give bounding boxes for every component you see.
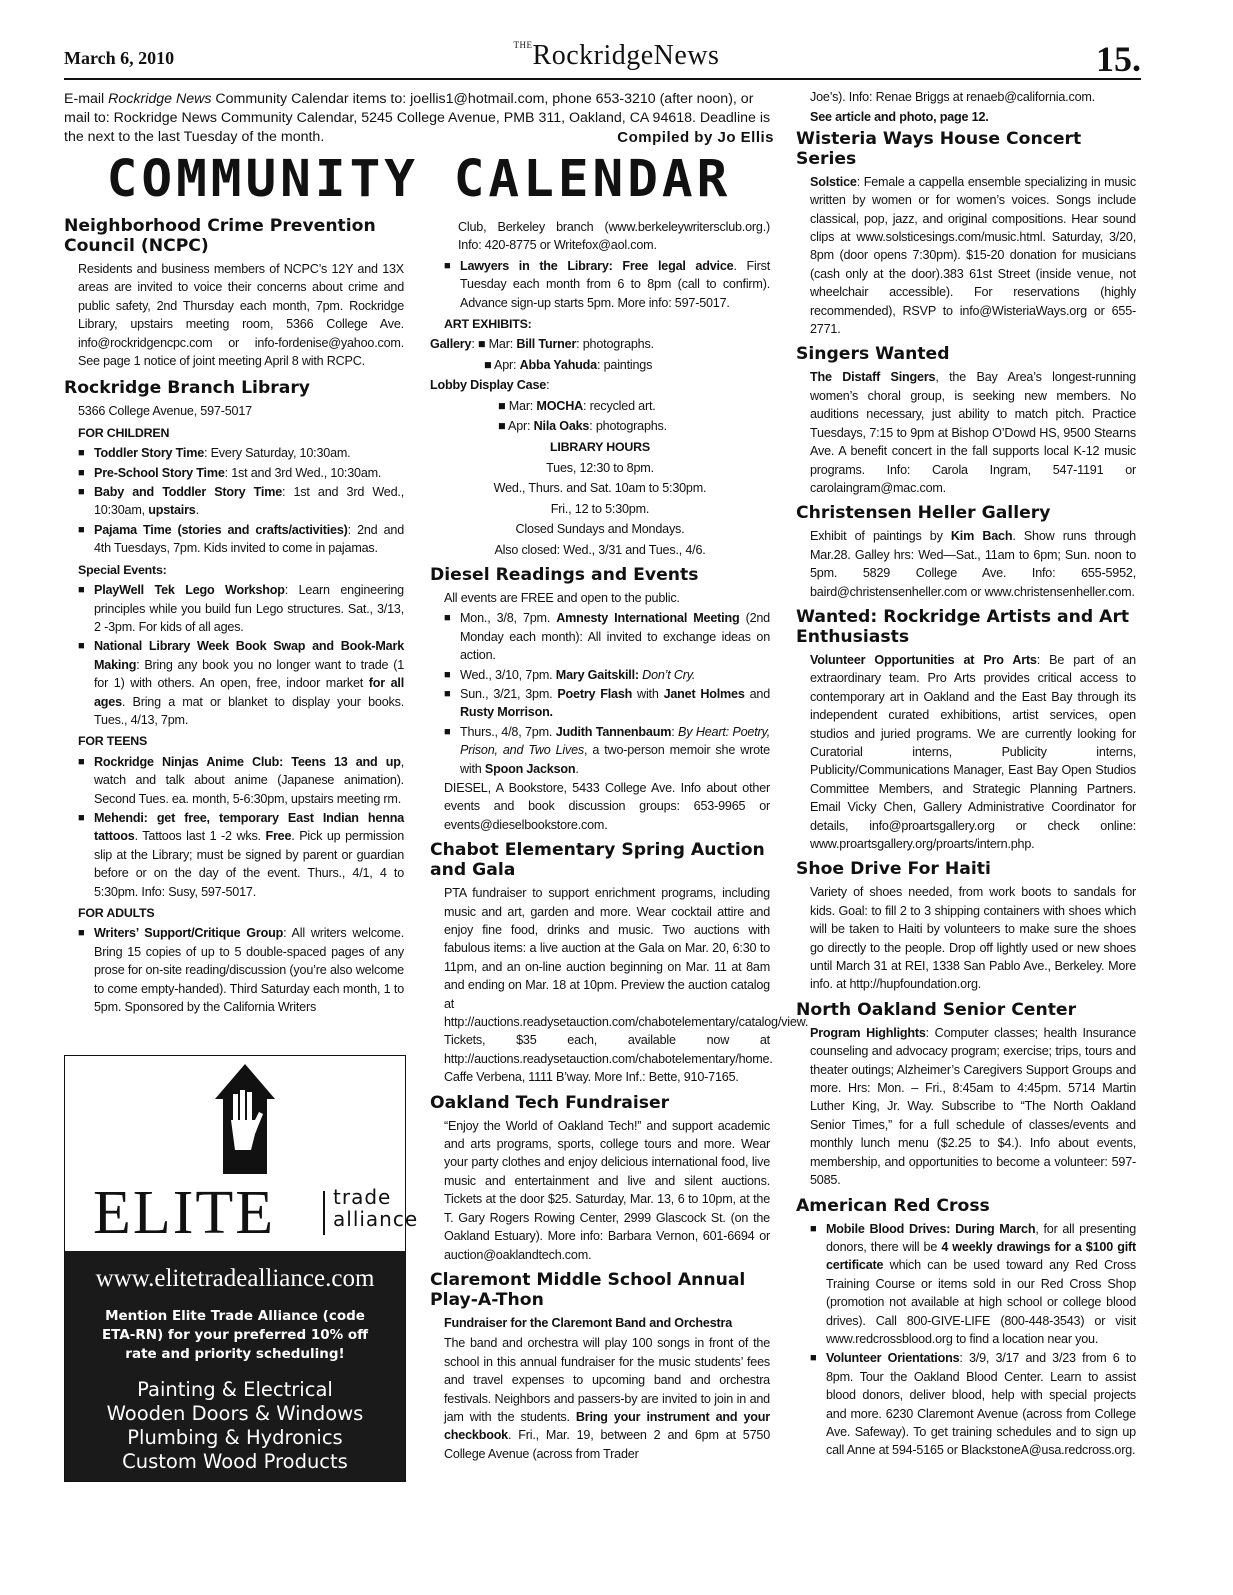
event-detail: .: [195, 503, 199, 518]
ad-brand-sub: [333, 1186, 418, 1230]
claremont-title: Claremont Middle School Annual Play-A-Thon: [430, 1269, 746, 1310]
list-item: [78, 483, 404, 520]
ncpc-body: Residents and business members of NCPC’s 12Y and 13X areas are invited to voice their concerns about crime and public safety, 2nd Thursday each month, 7pm. Rockridge Library, upstairs meeting room, 5366 College Ave. info@rockridgencpc.com or info-fordenise@yahoo.com. See page 1 notice of joint meeting April 8 with RCPC.: [78, 262, 404, 369]
oaktech-body: “Enjoy the World of Oakland Tech!” and support academic and arts programs, sports, college tours and more. Wear your party clothes and enjoy delicious international food, live music and entertainment and live and silent auctions. Tickets at the door $25. Saturday, Mar. 13, 6 to 10pm, at the T. Gary Rogers Rowing Center, 2999 Glascock St. (on the Oakland Estuary). More info: Barbara Vernon, 601-6694 or auction@oaklandtech.com.: [444, 1118, 770, 1262]
masthead-logo: [0, 40, 1233, 72]
house-hand-icon: [215, 1064, 275, 1174]
event-detail: , a two-person memoir she wrote with: [460, 743, 770, 776]
for-children-heading: FOR CHILDREN: [78, 425, 170, 440]
event-detail: . Tattoos last 1 -2 wks.: [134, 829, 266, 844]
event-name: Judith Tannenbaum: [555, 724, 672, 739]
event-name: PlayWell Tek Lego Workshop: [94, 583, 285, 598]
event-emphasis: 4 weekly drawings for a $100 gift certificate: [826, 1239, 1136, 1273]
page-number: 15.: [1096, 39, 1141, 79]
gallery-apr: ■ Apr: Abba Yahuda: paintings: [484, 357, 653, 372]
ad-service: Painting & Electrical: [137, 1378, 333, 1401]
month: Mar:: [488, 337, 517, 352]
heller-text: Exhibit of paintings by: [810, 529, 951, 544]
claremont-text-2: . Fri., Mar. 19, between 2 and 6pm at 5750 College Avenue (across from Trader: [444, 1428, 770, 1461]
art-exhibits-heading: ART EXHIBITS:: [444, 317, 532, 332]
writers-continued: Club, Berkeley branch (www.berkeleywritersclub.org.) Info: 420-8775 or Writefox@aol.com.: [458, 220, 770, 253]
month: Mar:: [508, 398, 537, 413]
event-name: Baby and Toddler Story Time: [94, 485, 282, 500]
event-detail: with: [632, 686, 664, 701]
lobby-mar: ■ Mar: MOCHA: recycled art.: [498, 398, 656, 413]
program-label: Program Highlights: [810, 1025, 926, 1040]
ad-offer: Mention Elite Trade Alliance (code ETA-RN) for your preferred 10% off rate and priority scheduling!: [101, 1308, 369, 1362]
opportunity: Volunteer Opportunities at Pro Arts: [810, 652, 1037, 667]
senior-text: : Computer classes; health Insurance counseling and advocacy program; exercise; trips, tours and theater outings; Alzheimer’s Caregivers Support Groups and more. Hrs: Mon. – Fri., 8:45am to 4:45pm. 5714 Martin Luther King, Jr. Way. Subscribe to “The North Oakland Senior Times,” for a full schedule of classes/events and monthly lunch menu ($2.25 to $4.). Info about events, membership, and opportunities to become a volunteer: 597- 5085.: [810, 1025, 1137, 1188]
claremont-subtitle: Fundraiser for the Claremont Band and Orchestra: [444, 1315, 733, 1330]
logo-text: RockridgeNews: [532, 40, 720, 71]
wisteria-body: [810, 173, 1136, 339]
ad-service: Custom Wood Products: [122, 1450, 348, 1473]
ncpc-title: Neighborhood Crime Prevention Council (NCPC): [64, 216, 376, 256]
event-detail: : Every Saturday, 10:30am.: [204, 446, 351, 461]
claremont-text: The band and orchestra will play 100 songs in front of the school in this annual fundraiser for the music students’ fees and travel expenses to upcoming band and orchestra festivals. Neighbors and passers-by are invited to join in and jam with the students.: [444, 1336, 770, 1424]
artist: Kim Bach: [950, 529, 1013, 544]
hours-line: Closed Sundays and Mondays.: [515, 522, 685, 537]
senior-title: North Oakland Senior Center: [796, 999, 1077, 1020]
event-detail: .: [575, 761, 579, 776]
ad-service: Wooden Doors & Windows: [106, 1402, 364, 1425]
gallery-label: Gallery: [430, 337, 472, 352]
list-item: [78, 521, 404, 558]
month: Apr:: [494, 357, 520, 372]
ad-divider: [323, 1191, 325, 1235]
event-name: Toddler Story Time: [94, 446, 204, 461]
event-detail: : All writers welcome. Bring 15 copies of up to 5 double-spaced pages of any prose for on-site reading/discussion (you’re also welcome to come empty-handed). Third Saturday each month, 1 to 5pm. Sponsored by the California Writers: [94, 926, 404, 1015]
event-detail: : Bring any book you no longer want to trade (1 for 1) with others. An open, free, indoor market: [94, 657, 404, 691]
special-events-heading: Special Events:: [78, 562, 167, 577]
event-name: Lawyers in the Library: Free legal advice: [460, 258, 734, 273]
book-title: Don’t Cry.: [638, 667, 696, 682]
for-teens-heading: FOR TEENS: [78, 734, 148, 749]
heller-title: Christensen Heller Gallery: [796, 503, 1051, 524]
shoes-body: Variety of shoes needed, from work boots to sandals for kids. Goal: to fill 2 to 3 shipping containers with shoes which will be taken to Haiti by volunteers to make sure the shoes go directly to the people. Drop off lightly used or new shoes until March 31 at REI, 1338 San Pablo Ave., Berkeley. More info. at http://hupfoundation.org.: [810, 885, 1136, 992]
list-item: [78, 464, 404, 482]
logo-the: THE: [513, 40, 533, 50]
event-detail: :: [671, 724, 679, 739]
singers-body: [810, 368, 1136, 497]
elite-trade-ad: [64, 1055, 419, 1482]
diesel-title: Diesel Readings and Events: [430, 564, 699, 585]
compiled-by: Compiled by Jo Ellis: [617, 129, 774, 146]
heller-body: [810, 527, 1136, 601]
event-detail: . Bring a mat or blanket to display your books. Tues., 4/13, 7pm.: [94, 694, 404, 727]
event-detail: , for all presenting donors, there will be: [826, 1221, 1136, 1254]
chabot-body: PTA fundraiser to support enrichment programs, including music and art, garden and more. Wear cocktail attire and enjoy fine food, drinks and music. Two auctions with fabulous items: a live auction at the Gala on Mar. 20, 6:30 to 11pm, and an on-line auction beginning on Mar. 11 at 8am and ending on Mar. 18 at 10pm. Preview the auction catalog at http://auctions.readysetauction.com/chabotelementary/catalog/view. Tickets, $35 each, available now at http://auctions.readysetauction.com/chabotelementary/home. Caffe Verbena, 1111 B’way. More Inf.: Bette, 910-7165.: [444, 886, 809, 1085]
list-item: [810, 1220, 1136, 1349]
intro-text: E-mail: [64, 91, 109, 107]
claremont-emphasis: Bring your instrument and your checkbook: [444, 1409, 770, 1443]
singers-title: Singers Wanted: [796, 344, 950, 365]
artist: MOCHA: [536, 398, 583, 413]
event-name: Janet Holmes: [663, 686, 745, 701]
event-detail: : 2nd and 4th Tuesdays, 7pm. Kids invited to come in pajamas.: [94, 522, 404, 556]
event-name: Rusty Morrison.: [460, 705, 553, 720]
event-name: Pre-School Story Time: [94, 465, 225, 480]
performer: Solstice: [810, 174, 857, 189]
lobby-label: Lobby Display Case: [430, 378, 547, 393]
group-name: The Distaff Singers: [810, 370, 936, 385]
hours-line: Wed., Thurs. and Sat. 10am to 5:30pm.: [493, 481, 707, 496]
medium: : photographs.: [576, 337, 654, 352]
senior-body: [810, 1024, 1136, 1190]
event-name: Mary Gaitskill:: [555, 667, 639, 682]
event-detail: and: [744, 686, 770, 701]
medium: : recycled art.: [582, 398, 656, 413]
hours-line: Also closed: Wed., 3/31 and Tues., 4/6.: [494, 542, 706, 557]
ad-url[interactable]: www.elitetradealliance.com: [95, 1265, 375, 1292]
book-title: By Heart: Poetry, Prison, and Two Lives: [460, 724, 770, 758]
event-name: Mehendi: get free, temporary East Indian henna tattoos: [94, 810, 404, 844]
issue-date: March 6, 2010: [64, 48, 175, 68]
event-detail: : 3/9, 3/17 and 3/23 from 6 to 8pm. Tour the Oakland Blood Center. Learn to assist blood donors, deliver blood, help with special projects and more. 6230 Claremont Avenue (across from College Ave. Safeway). To get training schedules and to sign up call Anne at 594-5165 or BlackstoneA@usa.redcross.org.: [826, 1351, 1136, 1458]
event-name: Spoon Jackson: [484, 761, 576, 776]
list-item: [78, 924, 404, 1016]
event-detail: : 1st and 3rd Wed., 10:30am.: [224, 465, 382, 480]
column-3: [796, 88, 1136, 1461]
event-name: Pajama Time (stories and crafts/activities): [94, 522, 348, 537]
claremont-see-also: See article and photo, page 12.: [810, 110, 989, 125]
ad-trade-word: trade: [333, 1185, 392, 1209]
list-item: [78, 753, 404, 808]
event-name: Poetry Flash: [557, 686, 633, 701]
artist: Nila Oaks: [533, 419, 590, 434]
section-banner: COMMUNITY CALENDAR: [106, 150, 732, 209]
artist: Bill Turner: [516, 337, 577, 352]
library-address: 5366 College Avenue, 597-5017: [78, 404, 252, 419]
artists-text: : Be part of an extraordinary team. Pro Arts provides critical access to contemporary art in Oakland and the East Bay through its independent curated exhibitions, artist services, open studios and juried programs. We are currently looking for Curatorial interns, Publicity interns, Publicity/Communications Manager, East Bay Open Studios Committee Members, and Strategic Planning Partners. Email Vicky Chen, Gallery Administrative Coordinator for details, info@proartsgallery.org or check online: www.proartsgallery.org/proarts/intern.php.: [810, 652, 1136, 851]
paper-name: Rockridge News: [108, 91, 212, 107]
lobby-apr: ■ Apr: Nila Oaks: photographs.: [498, 419, 667, 434]
chabot-title: Chabot Elementary Spring Auction and Gala: [430, 840, 765, 881]
claremont-continued: Joe’s). Info: Renae Briggs at renaeb@california.com.: [810, 90, 1095, 104]
event-name: Writers’ Support/Critique Group: [94, 926, 284, 941]
ad-services: [65, 1378, 405, 1474]
artist: Abba Yahuda: [519, 357, 597, 372]
event-name: Mobile Blood Drives: During March: [826, 1221, 1036, 1236]
event-detail: . Pick up permission slip at the Library; must be signed by parent or guardian before or on the day of the event. Thurs., 4/1, 4 to 5:30pm. Info: Susy, 597-5017.: [94, 829, 405, 899]
event-name: National Library Week Book Swap and Book-Mark Making: [94, 639, 404, 672]
header-rule: [64, 78, 1141, 80]
artists-body: [810, 651, 1136, 853]
event-date: Thurs., 4/8, 7pm.: [460, 724, 556, 739]
list-item: [444, 257, 770, 312]
event-detail: . First Tuesday each month from 6 to 8pm (call to confirm). Advance sign-up starts 5pm. More info: 597-5017.: [460, 258, 770, 310]
diesel-footer: DIESEL, A Bookstore, 5433 College Ave. Info about other events and book discussion groups: 653-9965 or events@dieselbookstore.com.: [444, 780, 770, 832]
wisteria-title: Wisteria Ways House Concert Series: [796, 128, 1082, 169]
event-name: Amnesty International Meeting: [556, 611, 740, 626]
diesel-intro: All events are FREE and open to the public.: [444, 590, 680, 605]
oaktech-title: Oakland Tech Fundraiser: [430, 1092, 670, 1113]
list-item: [444, 723, 770, 778]
hours-line: Tues, 12:30 to 8pm.: [546, 460, 654, 475]
event-detail: (2nd Monday each month): All invited to exchange ideas on action.: [460, 611, 770, 663]
event-detail: , watch and talk about anime (Japanese animation). Second Tues. ea. month, 5-6:30pm, upstairs meeting rm.: [94, 754, 404, 806]
event-detail: : 1st and 3rd Wed., 10:30am,: [94, 485, 404, 518]
event-emphasis: upstairs: [148, 503, 196, 518]
ad-brand-name: ELITE: [93, 1179, 276, 1247]
redcross-title: American Red Cross: [796, 1195, 990, 1216]
list-item: [78, 809, 404, 901]
wisteria-text: : Female a cappella ensemble specializing in music written by women or for women’s voices. Songs include classical, pop, jazz, and original compositions. Hear sound clips at www.solsticesings.com/music.html. Saturday, 3/20, 8pm (door opens 7:30pm). $15-20 donation for musicians (cash only at the door).383 61st Street (inside venue, not wheelchair accessible). For reservations (highly recommended), RSVP to info@WisteriaWays.org or 655-2771.: [810, 174, 1136, 337]
column-1: [64, 214, 404, 1017]
event-date: Wed., 3/10, 7pm.: [460, 667, 556, 682]
list-item: [810, 1349, 1136, 1459]
heller-text-2: . Show runs through Mar.28. Galley hrs: Wed—Sat., 11am to 6pm; Sun. noon to 5pm. 5829 College Ave. Info: 655-5952, baird@christensenheller.com or www.christensenheller.com.: [810, 529, 1136, 599]
event-date: Sun., 3/21, 3pm.: [460, 686, 558, 701]
lobby-heading: Lobby Display Case:: [430, 378, 550, 393]
event-name: Volunteer Orientations: [826, 1351, 960, 1366]
event-date: Mon., 3/8, 7pm.: [460, 611, 557, 626]
list-item: [444, 685, 770, 722]
ad-service: Plumbing & Hydronics: [127, 1426, 343, 1449]
event-detail: : Learn engineering principles while you build fun Lego structures. Sat., 3/13, 2 -3pm. For kids of all ages.: [94, 583, 404, 634]
gallery-mar: Gallery: ■ Mar: Bill Turner: photographs.: [430, 337, 654, 352]
list-item: [78, 637, 404, 729]
medium: : photographs.: [589, 419, 667, 434]
submission-info: [64, 90, 774, 147]
month: Apr:: [508, 419, 534, 434]
list-item: [78, 581, 404, 636]
intro-text-2: Community Calendar items to: joellis1@hotmail.com, phone 653-3210 (after noon), or mail to: Rockridge News Community Calendar, 5245 College Avenue, PMB 311, Oakland, CA 94618. Deadline is the next to the last Tuesday of the month.: [64, 91, 771, 145]
singers-text: , the Bay Area’s longest-running women’s choral group, is seeking new members. No auditions necessary, just ability to match pitch. Practice Tuesdays, 7:15 to 9pm at Bishop O’Dowd HS, 9500 Stearns Ave. A benefit concert in the fall supports local K-12 music programs. Info: Carola Ingram, 547-1191 or carolaingram@mac.com.: [810, 370, 1136, 495]
for-adults-heading: FOR ADULTS: [78, 906, 155, 920]
column-2: [430, 218, 809, 1465]
medium: : paintings: [596, 357, 653, 372]
artists-title: Wanted: Rockridge Artists and Art Enthusiasts: [796, 606, 1130, 647]
event-emphasis: for all ages: [94, 676, 405, 709]
event-name: Rockridge Ninjas Anime Club: Teens 13 and up: [94, 754, 401, 769]
event-emphasis: Free: [265, 829, 292, 844]
shoes-title: Shoe Drive For Haiti: [796, 859, 991, 880]
list-item: [444, 609, 770, 664]
library-title: Rockridge Branch Library: [64, 378, 310, 399]
library-hours-heading: LIBRARY HOURS: [550, 440, 650, 455]
ad-info-panel: [65, 1251, 405, 1481]
hours-line: Fri., 12 to 5:30pm.: [550, 501, 650, 516]
list-item: [78, 444, 404, 462]
list-item: [444, 666, 770, 684]
ad-alliance-word: alliance: [333, 1207, 419, 1231]
claremont-body: [444, 1334, 770, 1463]
event-detail: which can be used toward any Red Cross Training Course or items sold in our Red Cross Shop (promotion not available at high school or college blood drives). Call 800-GIVE-LIFE (800-448-3543) or visit www.redcrossblood.org to find a location near you.: [826, 1258, 1136, 1346]
